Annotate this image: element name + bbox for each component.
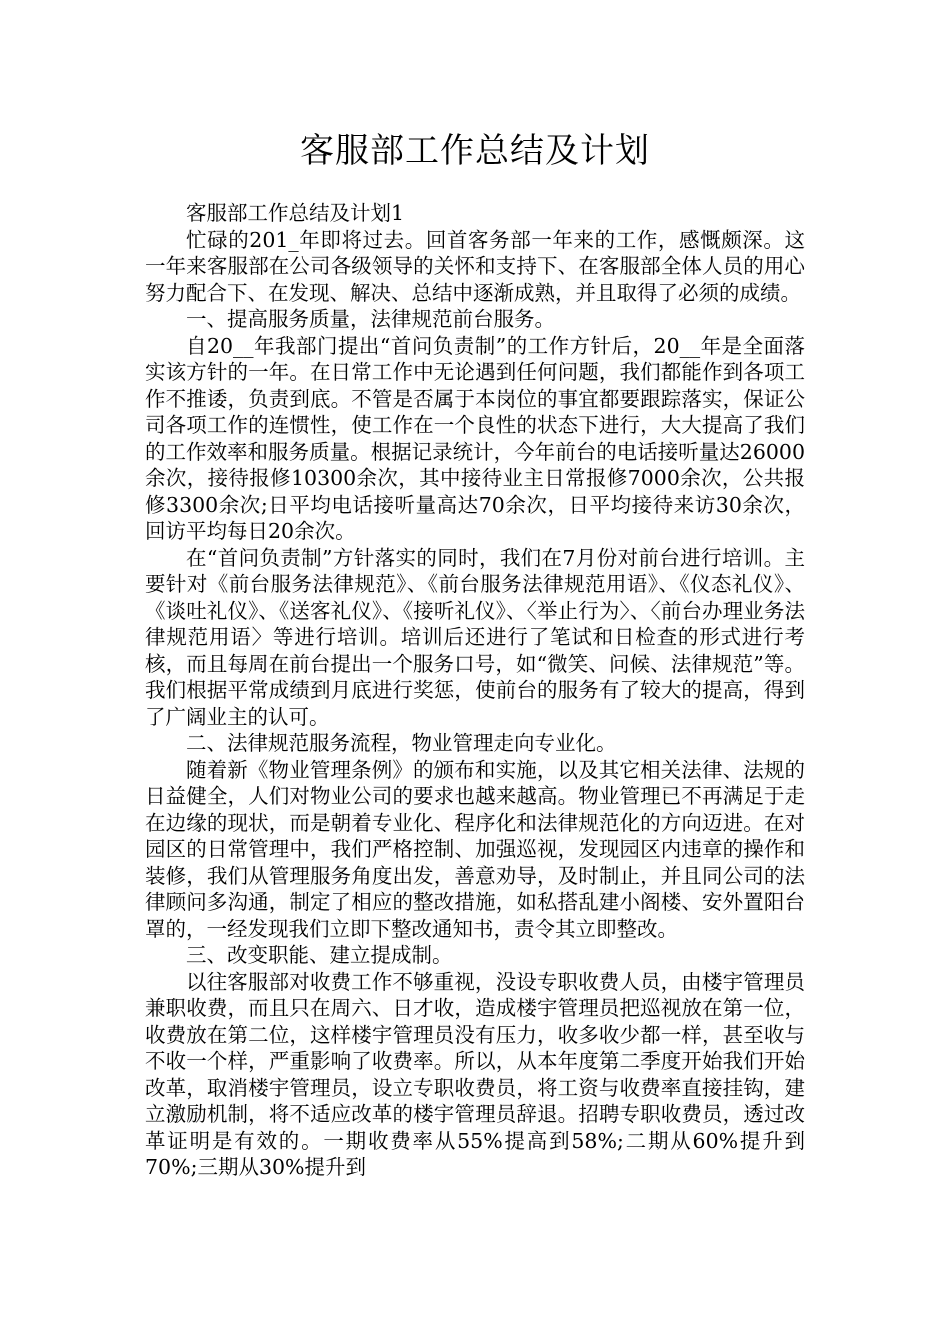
body-paragraph: 自20__年我部门提出“首问负责制”的工作方针后，20__年是全面落实该方针的一年。在日常工作中无论遇到任何问题，我们都能作到各项工作不推诿，负责到底。不管是否属于本岗位的事宜都要跟踪落实，保证公司各项工作的连惯性，使工作在一个良性的状态下进行，大大提高了我们的工作效率和服务质量。根据记录统计，今年前台的电话接听量达26000余次，接待报修10300余次，其中接待业主日常报修7000余次，公共报修3300余次;日平均电话接听量高达70余次，日平均接待来访30余次，回访平均每日20余次。 [145,333,805,543]
section-heading-2: 二、法律规范服务流程，物业管理走向专业化。 [186,731,617,755]
section-heading-1: 一、提高服务质量，法律规范前台服务。 [186,307,555,331]
subtitle-paragraph: 客服部工作总结及计划1 [186,201,405,225]
document-body [145,200,805,1181]
body-paragraph: 在“首问负责制”方针落实的同时，我们在7月份对前台进行培训。主要针对《前台服务法律规范》、《前台服务法律规范用语》、《仪态礼仪》、《谈吐礼仪》、《送客礼仪》、《接听礼仪》、〈举止行为〉、〈前台办理业务法律规范用语〉等进行培训。培训后还进行了笔试和日检查的形式进行考核，而且每周在前台提出一个服务口号，如“微笑、问候、法律规范”等。我们根据平常成绩到月底进行奖惩，使前台的服务有了较大的提高，得到了广阔业主的认可。 [145,545,805,729]
body-paragraph: 随着新《物业管理条例》的颁布和实施，以及其它相关法律、法规的日益健全，人们对物业公司的要求也越来越高。物业管理已不再满足于走在边缘的现状，而是朝着专业化、程序化和法律规范化的方向迈进。在对园区的日常管理中，我们严格控制、加强巡视，发现园区内违章的操作和装修，我们从管理服务角度出发，善意劝导，及时制止，并且同公司的法律顾问多沟通，制定了相应的整改措施，如私搭乱建小阁楼、安外置阳台罩的，一经发现我们立即下整改通知书，责令其立即整改。 [145,757,805,941]
document-title: 客服部工作总结及计划 [300,131,650,171]
body-paragraph: 以往客服部对收费工作不够重视，没设专职收费人员，由楼宇管理员兼职收费，而且只在周六、日才收，造成楼宇管理员把巡视放在第一位，收费放在第二位，这样楼宇管理员没有压力，收多收少都一样，甚至收与不收一个样，严重影响了收费率。所以，从本年度第二季度开始我们开始改革，取消楼宇管理员，设立专职收费员，将工资与收费率直接挂钩，建立激励机制，将不适应改革的楼宇管理员辞退。招聘专职收费员，透过改革证明是有效的。一期收费率从55%提高到58%;二期从60%提升到70%;三期从30%提升到 [145,969,805,1179]
intro-paragraph: 忙碌的201_年即将过去。回首客务部一年来的工作，感慨颇深。这一年来客服部在公司各级领导的关怀和支持下、在客服部全体人员的用心努力配合下、在发现、解决、总结中逐渐成熟，并且取得了必须的成绩。 [145,227,805,305]
section-heading-3: 三、改变职能、建立提成制。 [186,943,453,967]
